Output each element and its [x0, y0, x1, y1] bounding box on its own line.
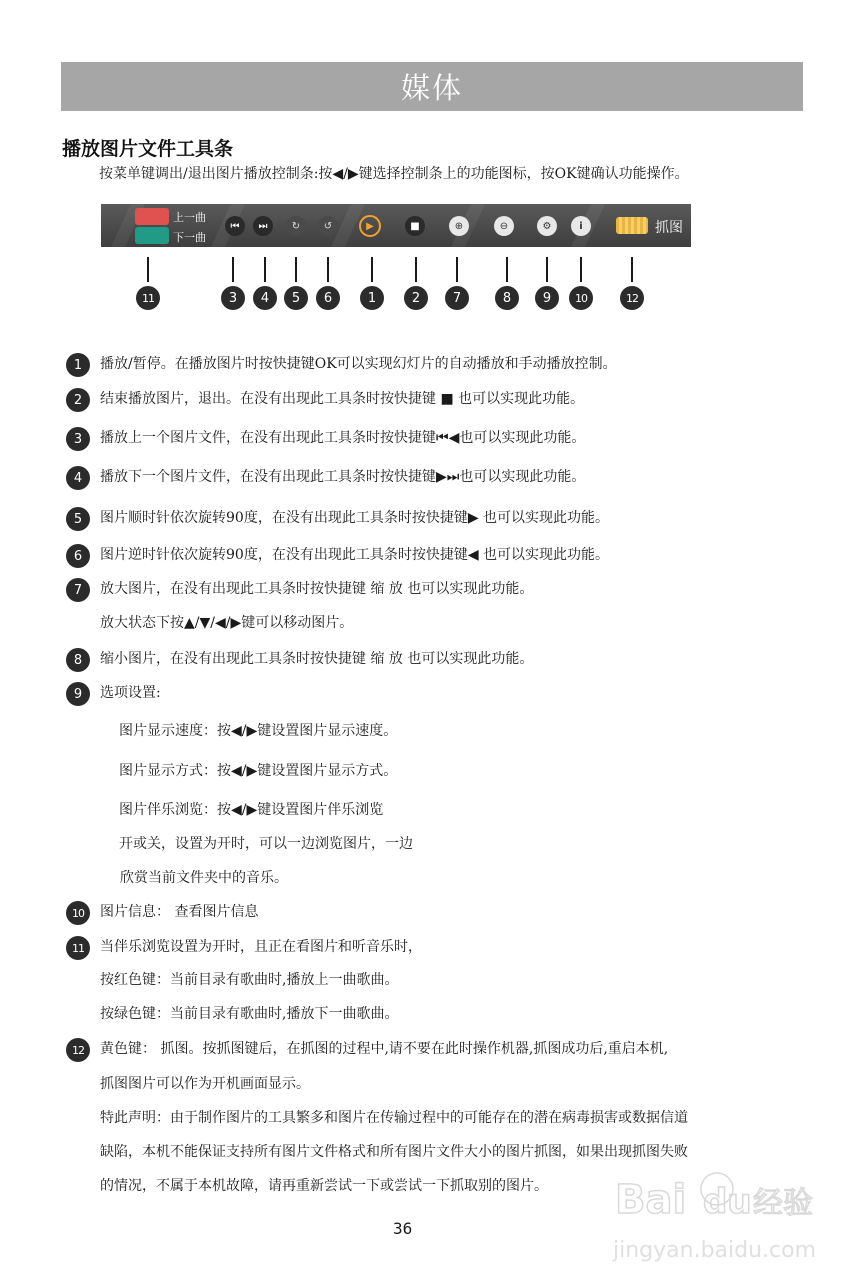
zoom-out-icon[interactable]: ⊖: [494, 216, 514, 236]
callout-badge: 12: [620, 286, 644, 310]
callout-line: [264, 257, 266, 282]
header-title: 媒体: [400, 71, 463, 105]
item-text: 黄色键： 抓图。按抓图键后，在抓图的过程中,请不要在此时操作机器,抓图成功后,重启本机,: [100, 1041, 669, 1057]
zoom-in-icon[interactable]: ⊕: [449, 216, 469, 236]
callout-badge: 6: [316, 286, 340, 310]
item-text: 开或关，设置为开时，可以一边浏览图片，一边: [119, 836, 413, 852]
item-text: 欣赏当前文件夹中的音乐。: [120, 870, 288, 886]
svg-text:du: du: [703, 1182, 752, 1222]
callout-badge: 8: [495, 286, 519, 310]
item-text: 当伴乐浏览设置为开时，且正在看图片和听音乐时，: [100, 939, 422, 955]
callout-line: [295, 257, 297, 282]
item-text: 抓图图片可以作为开机画面显示。: [100, 1076, 310, 1092]
yellow-key-icon[interactable]: [616, 217, 648, 234]
item-text: 缩小图片，在没有出现此工具条时按快捷键 缩 放 也可以实现此功能。: [100, 651, 534, 667]
item-badge: 4: [66, 466, 90, 490]
page-number: 36: [393, 1219, 413, 1238]
callout-badge: 5: [284, 286, 308, 310]
item-badge: 6: [66, 544, 90, 568]
item-badge: 12: [66, 1038, 90, 1062]
callout-badge: 1: [360, 286, 384, 310]
callout-line: [327, 257, 329, 282]
play-icon[interactable]: ▶: [359, 215, 381, 237]
item-text: 图片显示速度：按◀/▶键设置图片显示速度。: [119, 723, 398, 739]
item-text: 图片伴乐浏览：按◀/▶键设置图片伴乐浏览: [119, 802, 384, 818]
callout-badge: 7: [445, 286, 469, 310]
item-text: 图片信息： 查看图片信息: [100, 904, 259, 920]
callout-line: [147, 257, 149, 282]
page-header: [61, 62, 803, 111]
item-text: 缺陷，本机不能保证支持所有图片文件格式和所有图片文件大小的图片抓图，如果出现抓图失败: [100, 1144, 688, 1160]
next-track-label: 下一曲: [173, 231, 206, 244]
callout-badge: 2: [404, 286, 428, 310]
callout-line: [371, 257, 373, 282]
callout-line: [580, 257, 582, 282]
item-text: 图片顺时针依次旋转90度，在没有出现此工具条时按快捷键▶ 也可以实现此功能。: [100, 510, 610, 526]
rotate-ccw-icon[interactable]: ↺: [318, 216, 338, 236]
callout-badge: 4: [253, 286, 277, 310]
item-badge: 3: [66, 427, 90, 451]
item-badge: 1: [66, 353, 90, 377]
item-text: 的情况，不属于本机故障，请再重新尝试一下或尝试一下抓取别的图片。: [100, 1178, 548, 1194]
stop-icon[interactable]: ■: [405, 216, 425, 236]
callout-badge: 11: [136, 286, 160, 310]
item-badge: 2: [66, 388, 90, 412]
item-text: 播放/暂停。在播放图片时按快捷键OK可以实现幻灯片的自动播放和手动播放控制。: [100, 356, 617, 372]
section-title: 播放图片文件工具条: [62, 138, 234, 160]
picture-toolbar: [101, 204, 691, 247]
item-badge: 10: [66, 901, 90, 925]
item-text: 放大图片，在没有出现此工具条时按快捷键 缩 放 也可以实现此功能。: [100, 581, 534, 597]
item-badge: 9: [66, 682, 90, 706]
item-text: 选项设置:: [100, 685, 161, 701]
callout-line: [546, 257, 548, 282]
svg-text:jingyan.baidu.com: jingyan.baidu.com: [613, 1238, 817, 1263]
rotate-cw-icon[interactable]: ↻: [286, 216, 306, 236]
item-badge: 8: [66, 648, 90, 672]
baidu-watermark-logo: [607, 1151, 822, 1269]
callout-badge: 3: [221, 286, 245, 310]
callout-line: [506, 257, 508, 282]
item-text: 特此声明：由于制作图片的工具繁多和图片在传输过程中的可能存在的潜在病毒损害或数据信道: [100, 1110, 688, 1126]
callout-line: [631, 257, 633, 282]
item-text: 播放上一个图片文件，在没有出现此工具条时按快捷键⏮◀也可以实现此功能。: [100, 430, 586, 446]
next-icon[interactable]: ⏭: [253, 216, 273, 236]
red-key-icon[interactable]: [135, 208, 169, 225]
prev-track-label: 上一曲: [173, 211, 206, 224]
item-text: 按绿色键：当前目录有歌曲时,播放下一曲歌曲。: [100, 1006, 399, 1022]
svg-text:经验: 经验: [753, 1186, 813, 1221]
item-text: 播放下一个图片文件，在没有出现此工具条时按快捷键▶⏭也可以实现此功能。: [100, 469, 586, 485]
item-text: 按红色键：当前目录有歌曲时,播放上一曲歌曲。: [100, 972, 399, 988]
callout-badge: 10: [569, 286, 593, 310]
item-text: 放大状态下按▲/▼/◀/▶键可以移动图片。: [100, 615, 354, 631]
prev-icon[interactable]: ⏮: [225, 216, 245, 236]
callout-badge: 9: [535, 286, 559, 310]
item-badge: 7: [66, 578, 90, 602]
gear-icon[interactable]: ⚙: [537, 216, 557, 236]
svg-text:Bai: Bai: [615, 1177, 687, 1223]
item-text: 图片显示方式：按◀/▶键设置图片显示方式。: [119, 763, 398, 779]
intro-text: 按菜单键调出/退出图片播放控制条:按◀/▶键选择控制条上的功能图标，按OK键确认功能操作。: [99, 166, 689, 182]
item-text: 结束播放图片，退出。在没有出现此工具条时按快捷键 ■ 也可以实现此功能。: [100, 391, 585, 407]
item-text: 图片逆时针依次旋转90度，在没有出现此工具条时按快捷键◀ 也可以实现此功能。: [100, 547, 610, 563]
callout-line: [456, 257, 458, 282]
item-badge: 11: [66, 936, 90, 960]
green-key-icon[interactable]: [135, 227, 169, 244]
item-badge: 5: [66, 507, 90, 531]
callout-line: [232, 257, 234, 282]
capture-label: 抓图: [655, 220, 683, 236]
callout-line: [415, 257, 417, 282]
info-icon[interactable]: i: [571, 216, 591, 236]
